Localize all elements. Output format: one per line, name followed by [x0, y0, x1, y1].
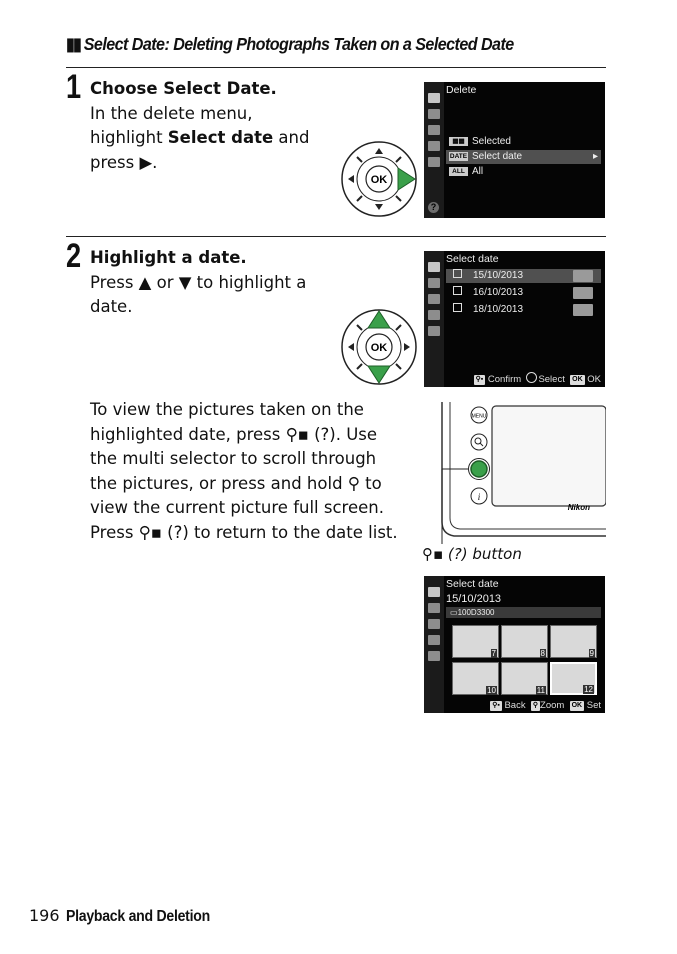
- thumbnail[interactable]: 7: [452, 625, 499, 658]
- checkbox-icon: [453, 286, 462, 295]
- step-number: 1: [66, 68, 82, 106]
- instruction-paragraph: To view the pictures taken on the highlighted date, press ⚲▪ (?). Use the multi selector to scroll through the pictures, or press and hold ⚲ to view the current picture full screen. Press ⚲▪ (?) to return to the date list.: [90, 400, 398, 542]
- multi-selector-up-down-icon: [340, 308, 418, 386]
- screen-footer: ⚲▪ Back ⚲ Zoom OK Set: [492, 700, 601, 711]
- thumbnail[interactable]: 11: [501, 662, 548, 695]
- multi-selector-icon: [526, 372, 537, 383]
- step2-line: Press ▲ or ▼ to highlight a: [90, 272, 307, 292]
- divider: [66, 236, 606, 237]
- thumbnail-selected[interactable]: 12: [550, 662, 597, 695]
- step2-title: Highlight a date.: [90, 248, 247, 267]
- page-number: 196: [29, 906, 60, 925]
- retouch-icon: [428, 141, 440, 151]
- menu-item-selected[interactable]: ▦▦ Selected: [446, 135, 601, 149]
- step2-text: [90, 246, 306, 320]
- svg-text:MENU: MENU: [471, 413, 487, 420]
- menu-sidebar: [424, 82, 444, 218]
- camera-screen-delete-menu: [424, 82, 605, 218]
- menu-button-icon: [471, 407, 487, 423]
- step1-title: Choose Select Date.: [90, 79, 277, 98]
- ok-key-icon: OK: [571, 702, 583, 709]
- date-row[interactable]: 18/10/2013: [446, 303, 601, 317]
- heading-mark: ▮▮: [66, 34, 81, 54]
- checkbox-icon: [453, 269, 462, 278]
- recent-icon: [428, 651, 440, 661]
- folder-label: ▭100D3300: [446, 607, 601, 618]
- screen-title: Select date: [446, 578, 499, 590]
- all-badge-icon: ALL: [449, 167, 468, 176]
- menu-sidebar: [424, 251, 444, 387]
- wrench-icon: [428, 619, 440, 629]
- retouch-icon: [428, 310, 440, 320]
- camera-back-illustration: [420, 402, 606, 544]
- date-row[interactable]: 16/10/2013: [446, 286, 601, 300]
- date-row[interactable]: 15/10/2013: [446, 269, 601, 283]
- playback-icon: [428, 587, 440, 597]
- section-name: Playback and Deletion: [65, 908, 210, 925]
- screen-title: Delete: [446, 84, 477, 96]
- recent-icon: [428, 157, 440, 167]
- camera-icon: [428, 109, 440, 119]
- page-footer: [29, 906, 229, 926]
- step-number: 2: [66, 237, 82, 275]
- ok-label: OK: [370, 174, 388, 186]
- playback-icon: [428, 262, 440, 272]
- zoom-out-button-icon: [469, 459, 490, 480]
- folder-icon: ▭: [450, 608, 458, 617]
- wrench-icon: [428, 125, 440, 135]
- heading-text: Select Date: Deleting Photographs Taken on a Selected Date: [83, 34, 514, 54]
- recent-icon: [428, 326, 440, 336]
- badge-icon: ▦▦: [449, 137, 468, 146]
- multi-selector-right-icon: [340, 140, 418, 218]
- camera-icon: [428, 603, 440, 613]
- svg-text:i: i: [477, 492, 481, 502]
- zoom-out-key-icon: ⚲▪: [492, 702, 500, 709]
- screen-footer: ⚲▪ Confirm Select OK OK: [475, 374, 601, 385]
- step1-line: In the delete menu,: [90, 103, 253, 123]
- thumbnail-icon: [573, 304, 593, 316]
- playback-icon: [428, 93, 440, 103]
- date-badge-icon: DATE: [449, 153, 468, 160]
- zoom-in-button-icon: [471, 434, 487, 450]
- step1-text: [90, 77, 309, 175]
- arrow-right-icon: ▸: [592, 151, 598, 162]
- brand-label: Nikon: [567, 503, 590, 512]
- info-button-icon: [471, 488, 487, 504]
- section-heading: [66, 34, 514, 55]
- menu-item-all[interactable]: ALL All: [446, 165, 601, 179]
- ok-key-icon: OK: [572, 376, 583, 383]
- divider: [66, 67, 606, 68]
- thumbnail[interactable]: 8: [501, 625, 548, 658]
- thumbnail[interactable]: 10: [452, 662, 499, 695]
- camera-screen-thumbnails: [424, 576, 605, 713]
- zoom-in-key-icon: ⚲: [532, 702, 539, 709]
- zoom-out-key-icon: ⚲▪: [475, 376, 484, 383]
- thumbnail-icon: [573, 287, 593, 299]
- menu-sidebar: [424, 576, 444, 713]
- screen-title: Select date: [446, 253, 499, 265]
- date-label: 15/10/2013: [446, 593, 502, 605]
- camera-screen-select-date: [424, 251, 605, 387]
- step1-line: highlight Select date and: [90, 128, 310, 147]
- step1-line: press ▶.: [90, 152, 158, 172]
- help-icon: ?: [428, 202, 439, 213]
- menu-item-select-date[interactable]: DATE Select date ▸: [446, 150, 601, 164]
- retouch-icon: [428, 635, 440, 645]
- step2-line: date.: [90, 297, 133, 316]
- button-caption: ⚲▪ (?) button: [422, 545, 522, 563]
- wrench-icon: [428, 294, 440, 304]
- thumbnail-icon: [573, 270, 593, 282]
- thumbnail[interactable]: 9: [550, 625, 597, 658]
- checkbox-icon: [453, 303, 462, 312]
- camera-icon: [428, 278, 440, 288]
- ok-label: OK: [370, 342, 388, 354]
